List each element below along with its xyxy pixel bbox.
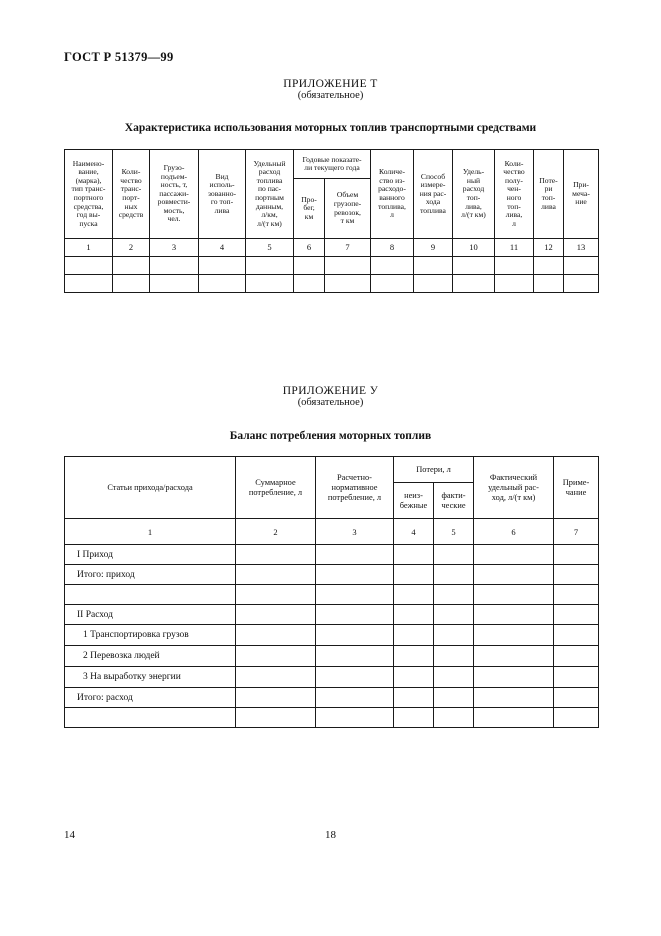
row-energy: 3 На выработку энергии [65, 667, 236, 688]
col-number: 1 [65, 519, 236, 545]
col-number: 13 [564, 239, 599, 257]
annex-u-title: ПРИЛОЖЕНИЕ У [282, 385, 379, 397]
col-rate-header: Удель- ный расход топ- лива, л/(т км) [453, 150, 495, 239]
col-number: 4 [394, 519, 434, 545]
col-note-header: При- меча- ние [564, 150, 599, 239]
table-row [65, 585, 599, 605]
standard-code: ГОСТ Р 51379—99 [64, 50, 174, 64]
page-number-left: 14 [64, 829, 75, 841]
col-mileage-header: Про- бег, км [294, 179, 325, 239]
col-number: 7 [554, 519, 599, 545]
col-number: 3 [150, 239, 199, 257]
col-number: 4 [199, 239, 246, 257]
table-row [65, 545, 599, 565]
table-row [65, 688, 599, 708]
col-passport-rate-header: Удельный расход топлива по пас- портным данным, л/км, л/(т км) [246, 150, 294, 239]
col-number: 7 [325, 239, 371, 257]
col-name-header: Наимено- вание, (марка), тип транс- портного средства, год вы- пуска [65, 150, 113, 239]
col-number: 9 [414, 239, 453, 257]
table-row [65, 667, 599, 688]
row-expense-total: Итого: расход [65, 688, 236, 708]
row-expense: II Расход [65, 605, 236, 625]
col-annual-header: Годовые показате- ли текущего года [294, 150, 371, 179]
col-normative-header: Расчетно- нормативное потребление, л [316, 457, 394, 519]
col-consumed-header: Количе- ство из- расходо- ванного топлива, л [371, 150, 414, 239]
col-fuel-type-header: Вид исполь- зованно- го топ- лива [199, 150, 246, 239]
row-cargo: 1 Транспортировка грузов [65, 625, 236, 646]
row-income-total: Итого: приход [65, 565, 236, 585]
col-volume-header: Объем грузопе- ревозок, т км [325, 179, 371, 239]
col-losses-header: Потери, л [394, 457, 474, 483]
col-capacity-header: Грузо- подъем- ность, т, пассажи- ровмести- мость, чел. [150, 150, 199, 239]
col-number: 8 [371, 239, 414, 257]
annex-t-table-title: Характеристика использования моторных топлив транспортными средствами [124, 122, 537, 134]
table-row [65, 708, 599, 728]
table-row [65, 257, 599, 275]
annex-u-table-title: Баланс потребления моторных топлив [229, 430, 432, 442]
row-people: 2 Перевозка людей [65, 646, 236, 667]
col-number: 6 [294, 239, 325, 257]
col-number: 1 [65, 239, 113, 257]
col-number: 5 [246, 239, 294, 257]
annex-t-subtitle: (обязательное) [297, 90, 364, 101]
col-note-header: Приме- чание [554, 457, 599, 519]
annex-t-title: ПРИЛОЖЕНИЕ Т [283, 78, 378, 90]
col-specific-header: Фактический удельный рас- ход, л/(т км) [474, 457, 554, 519]
fuel-usage-table [64, 149, 599, 293]
col-number: 10 [453, 239, 495, 257]
col-number: 6 [474, 519, 554, 545]
table-row [65, 625, 599, 646]
col-losses-header: Поте- ри топ- лива [534, 150, 564, 239]
table-row [65, 646, 599, 667]
col-items-header: Статьи прихода/расхода [65, 457, 236, 519]
table-row [65, 275, 599, 293]
col-number: 2 [236, 519, 316, 545]
page-number-center: 18 [325, 829, 336, 841]
table-row [65, 565, 599, 585]
col-number: 2 [113, 239, 150, 257]
col-losses-actual-header: факти- ческие [434, 483, 474, 519]
row-income: I Приход [65, 545, 236, 565]
col-number: 5 [434, 519, 474, 545]
col-quantity-header: Коли- чество транс- порт- ных средств [113, 150, 150, 239]
col-number: 3 [316, 519, 394, 545]
annex-u-subtitle: (обязательное) [297, 397, 364, 408]
col-losses-unavoidable-header: неиз- бежные [394, 483, 434, 519]
col-total-header: Суммарное потребление, л [236, 457, 316, 519]
col-number: 12 [534, 239, 564, 257]
table-row [65, 605, 599, 625]
fuel-balance-table [64, 456, 599, 728]
col-number: 11 [495, 239, 534, 257]
col-method-header: Способ измере- ния рас- хода топлива [414, 150, 453, 239]
col-received-header: Коли- чество полу- чен- ного топ- лива, л [495, 150, 534, 239]
